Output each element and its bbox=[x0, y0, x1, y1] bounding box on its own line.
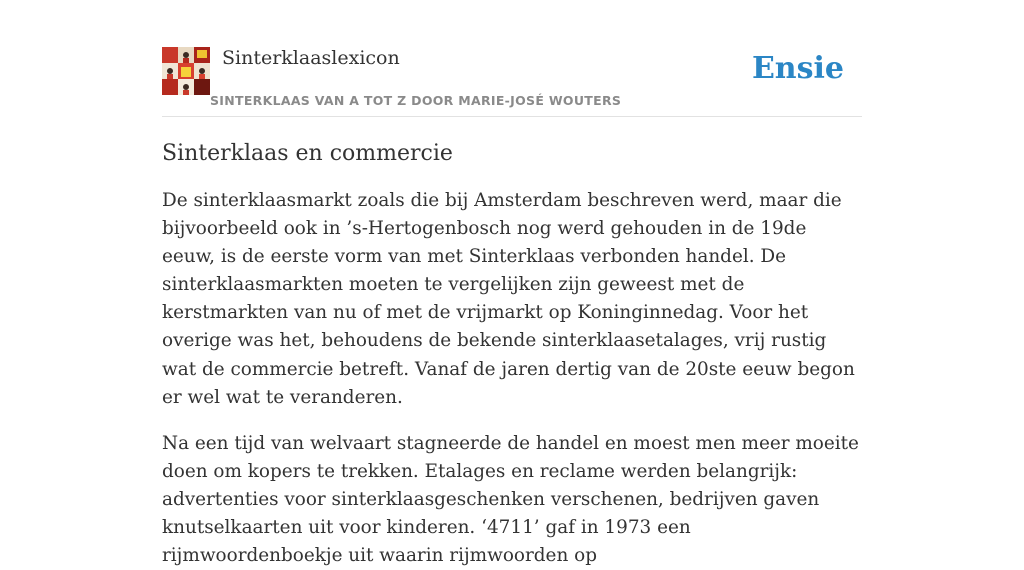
sinterklaas-collage-icon bbox=[162, 47, 210, 95]
brand-logo[interactable]: Ensie bbox=[751, 51, 844, 86]
site-title[interactable]: Sinterklaaslexicon bbox=[222, 47, 400, 69]
article bbox=[162, 138, 862, 570]
avatar[interactable] bbox=[162, 47, 210, 95]
article-paragraph: De sinterklaasmarkt zoals die bij Amsterdam beschreven werd, maar die bijvoorbeeld ook in ’s-Hertogenbosch nog werd gehouden in de 19de eeuw, is de eerste vorm van met Sinterklaas verbonden handel. De sinterklaasmarkten moeten te vergelijken zijn geweest met de kerstmarkten van nu of met de vrijmarkt op Koninginnedag. Voor het overige was het, behoudens de bekende sinterklaasetalages, vrij rustig wat de commercie betreft. Vanaf de jaren dertig van de 20ste eeuw begon er wel wat te veranderen. bbox=[162, 190, 855, 408]
article-paragraph: Na een tijd van welvaart stagneerde de handel en moest men meer moeite doen om kopers te trekken. Etalages en reclame werden belangrijk: advertenties voor sinterklaasgeschenken verschenen, bedrijven gaven knutselkaarten uit voor kinderen. ‘4711’ gaf in 1973 een rijmwoordenboekje uit waarin rijmwoorden op bbox=[162, 432, 859, 567]
site-subtitle: SINTERKLAAS VAN A TOT Z DOOR MARIE-JOSÉ WOUTERS bbox=[210, 93, 622, 108]
site-header bbox=[162, 46, 862, 117]
article-title: Sinterklaas en commercie bbox=[162, 141, 453, 166]
